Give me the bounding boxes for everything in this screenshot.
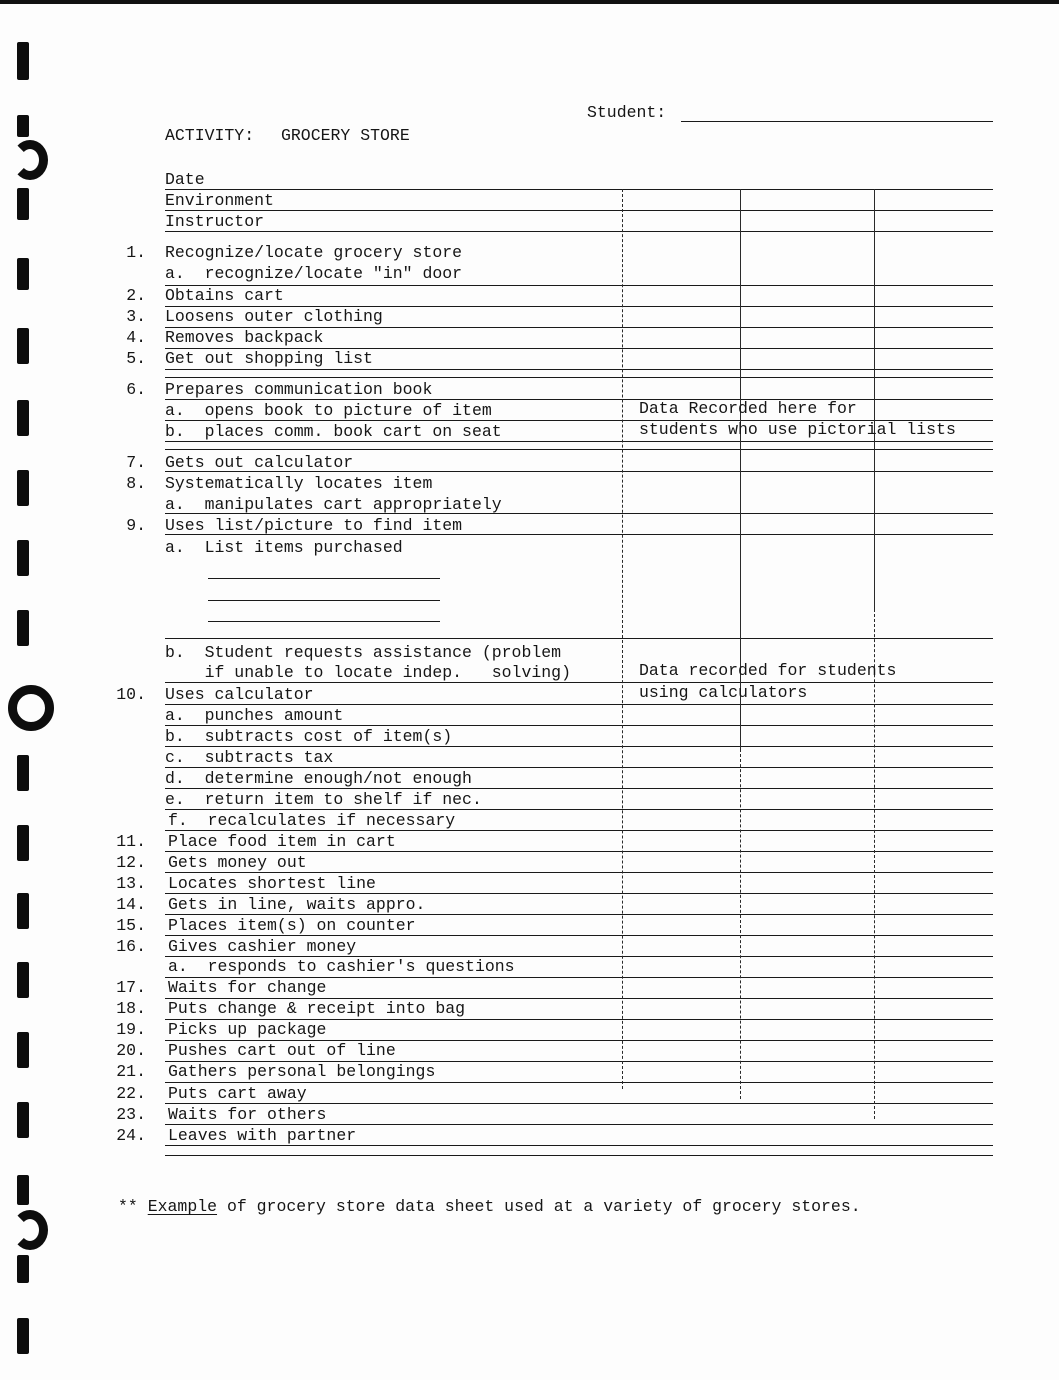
column-rule: [874, 189, 875, 609]
footer-asterisks: **: [118, 1197, 138, 1216]
item-number: 9.: [126, 516, 146, 535]
task-label: Gathers personal belongings: [168, 1062, 436, 1081]
item-number: 7.: [126, 453, 146, 472]
item-number: 6.: [126, 380, 146, 399]
footer-text: of grocery store data sheet used at a variety of grocery stores.: [226, 1197, 861, 1216]
task-label: Prepares communication book: [165, 380, 433, 399]
sub-task-label: b. places comm. book cart on seat: [165, 422, 502, 441]
task-label: Loosens outer clothing: [165, 307, 383, 326]
task-label: Uses list/picture to find item: [165, 516, 463, 535]
item-number: 23.: [116, 1105, 146, 1124]
row-rule: [165, 210, 993, 211]
task-label: Recognize/locate grocery store: [165, 243, 463, 262]
task-label: Obtains cart: [165, 286, 284, 305]
task-label: Gets out calculator: [165, 453, 354, 472]
item-number: 12.: [116, 853, 146, 872]
info-row-label: Date: [165, 170, 205, 189]
sub-task-label: b. subtracts cost of item(s): [165, 727, 453, 746]
item-number: 8.: [126, 474, 146, 493]
column-rule: [874, 609, 875, 1119]
pictorial-note-line1: Data Recorded here for: [639, 399, 857, 418]
sub-task-label: a. recognize/locate "in" door: [165, 264, 463, 283]
footer-example: Example: [147, 1197, 218, 1216]
row-rule: [165, 682, 993, 683]
calculator-note-line1: Data recorded for students: [639, 661, 897, 680]
task-label: Systematically locates item: [165, 474, 433, 493]
sub-task-label: a. List items purchased: [165, 538, 403, 557]
task-label: Gets money out: [168, 853, 307, 872]
task-label: Leaves with partner: [168, 1126, 357, 1145]
activity-name: GROCERY STORE: [281, 126, 410, 145]
item-number: 11.: [116, 832, 146, 851]
row-rule: [165, 189, 993, 190]
sub-task-label: d. determine enough/not enough: [165, 769, 472, 788]
info-row-label: Instructor: [165, 212, 265, 231]
sub-task-label: f. recalculates if necessary: [168, 811, 456, 830]
item-number: 18.: [116, 999, 146, 1018]
row-rule: [165, 441, 993, 442]
item-number: 17.: [116, 978, 146, 997]
footer-note: [118, 1198, 861, 1216]
activity-label: ACTIVITY:: [165, 126, 255, 145]
row-rule: [165, 231, 993, 232]
sub-task-label: a. manipulates cart appropriately: [165, 495, 502, 514]
item-number: 19.: [116, 1020, 146, 1039]
sub-task-label: a. punches amount: [165, 706, 344, 725]
sub-task-label: b. Student requests assistance (problem: [165, 643, 562, 662]
purchased-item-line[interactable]: [208, 578, 440, 579]
row-rule: [165, 1155, 993, 1156]
item-number: 5.: [126, 349, 146, 368]
item-number: 22.: [116, 1084, 146, 1103]
item-number: 2.: [126, 286, 146, 305]
sub-task-label: if unable to locate indep. solving): [165, 663, 571, 682]
task-label: Picks up package: [168, 1020, 327, 1039]
sub-task-label: a. opens book to picture of item: [165, 401, 492, 420]
item-number: 13.: [116, 874, 146, 893]
sub-task-label: e. return item to shelf if nec.: [165, 790, 482, 809]
task-label: Removes backpack: [165, 328, 324, 347]
task-label: Locates shortest line: [168, 874, 376, 893]
task-label: Puts change & receipt into bag: [168, 999, 466, 1018]
column-rule: [622, 189, 623, 1089]
pictorial-note-line2: students who use pictorial lists: [639, 420, 956, 439]
row-rule: [165, 449, 993, 450]
item-number: 24.: [116, 1126, 146, 1145]
purchased-item-line[interactable]: [208, 621, 440, 622]
student-label: Student:: [587, 103, 667, 122]
task-label: Uses calculator: [165, 685, 314, 704]
student-name-line[interactable]: [681, 121, 993, 122]
calculator-note-line2: using calculators: [639, 683, 808, 702]
item-number: 1.: [126, 243, 146, 262]
purchased-item-line[interactable]: [208, 600, 440, 601]
item-number: 20.: [116, 1041, 146, 1060]
task-label: Places item(s) on counter: [168, 916, 416, 935]
row-rule: [165, 369, 993, 370]
scan-top-edge: [0, 0, 1059, 4]
row-rule: [165, 638, 993, 639]
task-label: Get out shopping list: [165, 349, 373, 368]
task-label: Place food item in cart: [168, 832, 396, 851]
task-label: Gets in line, waits appro.: [168, 895, 426, 914]
task-label: Puts cart away: [168, 1084, 307, 1103]
column-rule: [740, 749, 741, 1099]
item-number: 14.: [116, 895, 146, 914]
row-rule: [165, 1145, 993, 1146]
item-number: 10.: [116, 685, 146, 704]
task-label: Waits for others: [168, 1105, 327, 1124]
sub-task-label: a. responds to cashier's questions: [168, 957, 515, 976]
info-row-label: Environment: [165, 191, 274, 210]
item-number: 3.: [126, 307, 146, 326]
sub-task-label: c. subtracts tax: [165, 748, 334, 767]
item-number: 16.: [116, 937, 146, 956]
item-number: 4.: [126, 328, 146, 347]
item-number: 21.: [116, 1062, 146, 1081]
task-label: Waits for change: [168, 978, 327, 997]
row-rule: [165, 377, 993, 378]
task-label: Pushes cart out of line: [168, 1041, 396, 1060]
task-label: Gives cashier money: [168, 937, 357, 956]
item-number: 15.: [116, 916, 146, 935]
row-rule: [165, 285, 993, 286]
